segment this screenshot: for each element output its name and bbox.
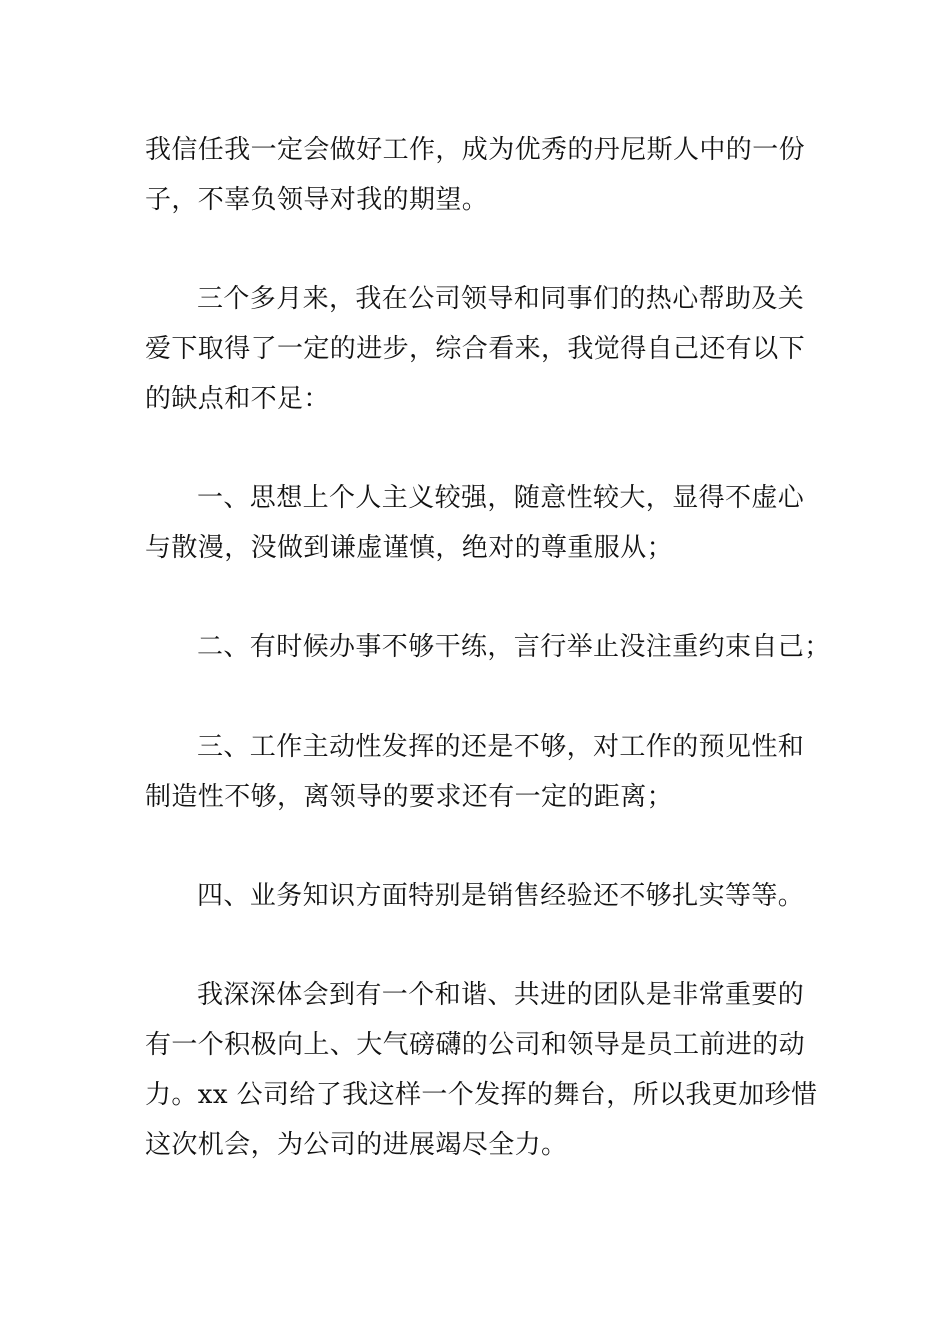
paragraph-1-line-2: 子，不辜负领导对我的期望。 (145, 185, 489, 215)
paragraph-2-line-1: 三个多月来，我在公司领导和同事们的热心帮助及关 (197, 284, 805, 314)
paragraph-7-line-2: 有一个积极向上、大气磅礴的公司和领导是员工前进的动 (145, 1030, 806, 1060)
paragraph-3-line-2: 与散漫，没做到谦虚谨慎，绝对的尊重服从； (145, 533, 674, 563)
paragraph-4-line-1: 二、有时候办事不够干练，言行举止没注重约束自己； (197, 632, 831, 662)
paragraph-3-line-1: 一、思想上个人主义较强，随意性较大，显得不虚心 (197, 483, 805, 513)
paragraph-5-line-2: 制造性不够，离领导的要求还有一定的距离； (145, 782, 674, 812)
paragraph-2-line-3: 的缺点和不足： (145, 384, 330, 414)
paragraph-7-line-1: 我深深体会到有一个和谐、共进的团队是非常重要的 (197, 980, 805, 1010)
paragraph-5-line-1: 三、工作主动性发挥的还是不够，对工作的预见性和 (197, 732, 805, 762)
paragraph-6-line-1: 四、业务知识方面特别是销售经验还不够扎实等等。 (197, 881, 805, 911)
paragraph-1-line-1: 我信任我一定会做好工作，成为优秀的丹尼斯人中的一份 (145, 135, 806, 165)
paragraph-7-line-4: 这次机会，为公司的进展竭尽全力。 (145, 1130, 568, 1160)
paragraph-7-line-3: 力。xx 公司给了我这样一个发挥的舞台，所以我更加珍惜 (145, 1080, 818, 1110)
paragraph-2-line-2: 爱下取得了一定的进步，综合看来，我觉得自己还有以下 (145, 334, 806, 364)
